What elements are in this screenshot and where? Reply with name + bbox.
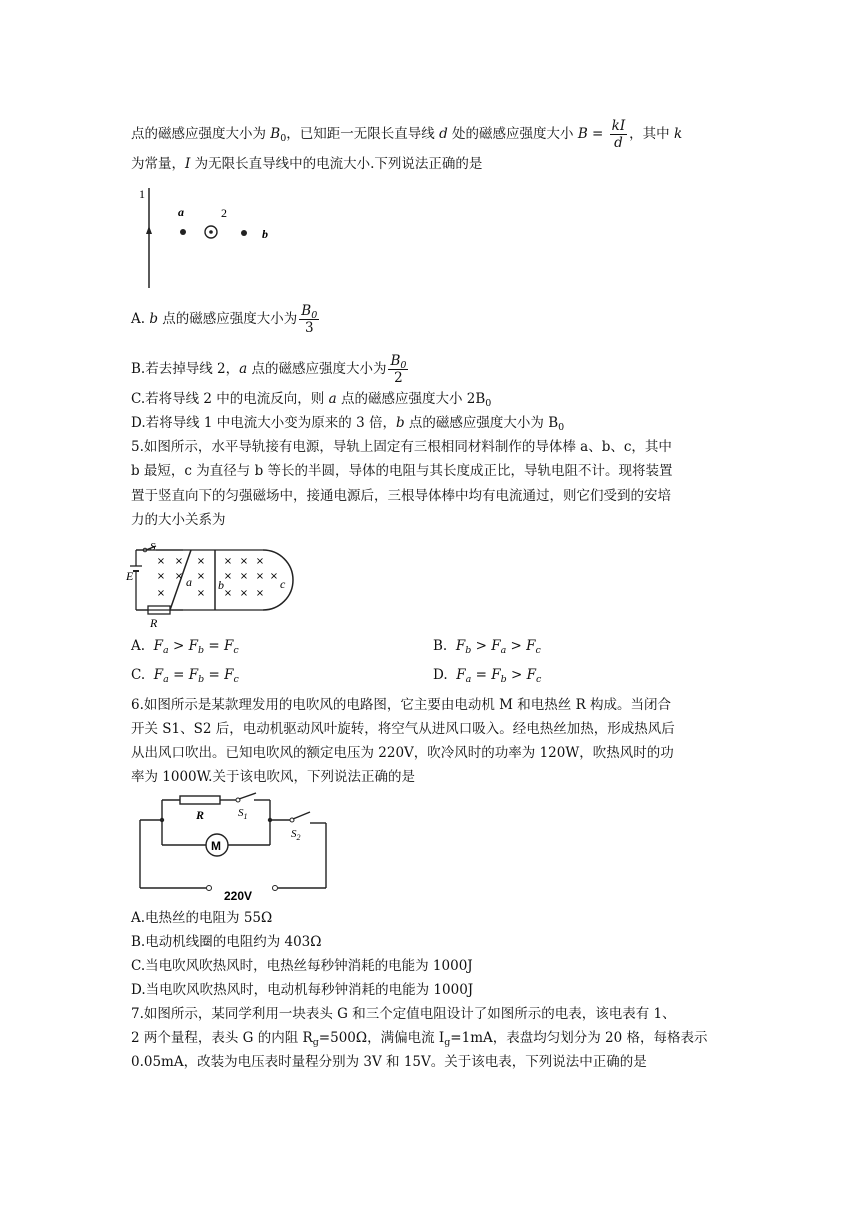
numerator — [388, 353, 408, 370]
subscript: a — [500, 645, 507, 656]
field-cross-icon: × — [255, 571, 265, 582]
text: = — [587, 126, 608, 142]
force-symbol: F — [526, 638, 536, 654]
q5-option-b — [433, 636, 541, 656]
option-label: D. — [433, 667, 448, 683]
subscript: b — [197, 645, 205, 656]
numerator: kI — [611, 118, 626, 134]
label-s1-sub: 1 — [243, 812, 248, 821]
q4-option-b — [131, 353, 410, 386]
q5-stem-line-3: 置于竖直向下的匀强磁场中，接通电源后，三根导体棒中均有电流通过，则它们受到的安培 — [131, 488, 671, 504]
label-wire-2: 2 — [221, 206, 227, 220]
subscript: c — [233, 645, 239, 656]
q5-option-d — [433, 665, 541, 685]
q4-line-1 — [131, 118, 682, 151]
subscript: g — [312, 1037, 319, 1048]
symbol: B — [270, 126, 281, 142]
switch-s1 — [239, 793, 256, 799]
q6-stem-line-2: 开关 S1、S2 后，电动机驱动风叶旋转，将空气从进风口吸入。经电热丝加热，形成热风后 — [131, 721, 675, 737]
text: ，其中 — [629, 126, 674, 142]
q6-stem-line-1: 6.如图所示是某款理发用的电吹风的电路图，它主要由电动机 M 和电热丝 R 构成。当闭合 — [131, 697, 672, 713]
operator: > — [172, 638, 189, 654]
operator: > — [475, 638, 492, 654]
label-a: a — [178, 205, 184, 219]
field-cross-icon: × — [255, 588, 265, 599]
option-label: B. — [433, 638, 448, 654]
text: 点的磁感应强度大小为 — [158, 311, 298, 327]
fraction-B0-over-3 — [299, 303, 319, 336]
subscript: b — [198, 674, 205, 685]
label-s2-main: S — [291, 828, 297, 840]
subscript: b — [465, 645, 472, 656]
text: D.若将导线 1 中电流大小变为原来的 3 倍， — [131, 415, 396, 431]
text: A. — [131, 311, 150, 327]
subscript: 0 — [485, 398, 492, 409]
label-m: M — [211, 839, 221, 853]
symbol: B — [577, 126, 588, 142]
label-s: S — [150, 541, 156, 553]
field-cross-icon: × — [239, 556, 249, 567]
subscript: b — [500, 674, 507, 685]
symbol: B — [301, 303, 312, 319]
force-symbol: F — [491, 638, 501, 654]
subscript: a — [163, 645, 169, 656]
force-symbol: F — [188, 667, 199, 683]
q7-stem-line-2 — [131, 1028, 708, 1048]
field-cross-icon: × — [255, 556, 265, 567]
text: =1mA，表盘均匀划分为 20 格，每格表示 — [450, 1030, 708, 1046]
symbol: k — [673, 126, 683, 142]
label-220v: 220V — [224, 889, 253, 903]
q6-option-d: D.当电吹风吹热风时，电动机每秒钟消耗的电能为 1000J — [131, 982, 474, 998]
subscript: c — [233, 674, 239, 685]
label-c: c — [280, 577, 286, 591]
field-cross-icon: × — [223, 556, 233, 567]
q5-option-c — [131, 665, 239, 685]
subscript: 0 — [311, 310, 318, 321]
denominator: 2 — [394, 370, 403, 386]
operator: = — [208, 638, 224, 654]
q4-wires-figure — [135, 180, 285, 290]
operator: = — [475, 667, 492, 683]
fraction-B0-over-2 — [388, 353, 408, 386]
text: =500Ω，满偏电流 I — [318, 1030, 445, 1046]
heating-wire-r — [180, 796, 220, 804]
field-cross-icon: × — [156, 588, 166, 599]
label-b: b — [218, 578, 224, 592]
subscript: c — [535, 674, 542, 685]
q6-option-c: C.当电吹风吹热风时，电热丝每秒钟消耗的电能为 1000J — [131, 958, 473, 974]
operator: > — [510, 667, 527, 683]
force-symbol: F — [526, 667, 536, 683]
field-cross-icon: × — [174, 556, 184, 567]
q5-option-a — [131, 636, 239, 656]
q5-stem-line-4: 力的大小关系为 — [131, 512, 226, 528]
field-cross-icon: × — [239, 588, 249, 599]
subscript: 0 — [400, 360, 407, 371]
force-symbol: F — [188, 638, 198, 654]
fraction-kI-over-d — [610, 118, 628, 151]
force-symbol: F — [153, 638, 164, 654]
field-cross-icon: × — [156, 556, 166, 567]
field-cross-icon: × — [269, 571, 279, 582]
q6-option-a: A.电热丝的电阻为 55Ω — [131, 910, 273, 926]
subscript: a — [465, 674, 472, 685]
operator: = — [208, 667, 225, 683]
symbol: b — [395, 415, 405, 431]
symbol: b — [149, 311, 158, 327]
switch-s2 — [293, 812, 310, 819]
label-s2 — [291, 828, 301, 842]
option-expr — [456, 667, 541, 683]
point-a — [180, 229, 186, 235]
q7-stem-line-1: 7.如图所示，某同学利用一块表头 G 和三个定值电阻设计了如图所示的电表，该电表有 1、 — [131, 1006, 676, 1022]
text: 点的磁感应强度大小为 B — [404, 415, 559, 431]
option-expr — [154, 638, 239, 654]
option-expr — [154, 667, 239, 683]
label-s1-main: S — [238, 807, 244, 819]
q6-option-b: B.电动机线圈的电阻约为 403Ω — [131, 934, 322, 950]
label-a: a — [186, 575, 192, 589]
q6-hairdryer-circuit — [132, 790, 342, 902]
denominator: 3 — [304, 320, 314, 336]
wire-2-dot — [209, 230, 213, 234]
numerator — [299, 303, 319, 320]
text: 为常量， — [131, 156, 185, 172]
text: C.若将导线 2 中的电流反向，则 — [131, 391, 329, 407]
q6-stem-line-3: 从出风口吹出。已知电吹风的额定电压为 220V，吹冷风时的功率为 120W，吹热风时的功 — [131, 745, 674, 761]
subscript: 0 — [280, 133, 287, 144]
terminal — [207, 886, 212, 891]
current-arrow-icon — [146, 226, 152, 234]
force-symbol: F — [456, 667, 466, 683]
denominator: d — [614, 135, 623, 151]
force-symbol: F — [491, 667, 501, 683]
field-cross-icon: × — [174, 571, 184, 582]
q5-stem-line-1: 5.如图所示，水平导轨接有电源，导轨上固定有三根相同材料制作的导体棒 a、b、c，其中 — [131, 439, 672, 455]
force-symbol: F — [224, 667, 234, 683]
point-b — [241, 230, 247, 236]
label-r: R — [196, 808, 205, 822]
text: B.若去掉导线 2， — [131, 361, 240, 377]
subscript: a — [163, 674, 169, 685]
q4-option-d — [131, 413, 564, 433]
label-e: E — [126, 569, 134, 583]
q7-stem-line-3: 0.05mA，改装为电压表时量程分别为 3V 和 15V。关于该电表，下列说法中正确的是 — [131, 1054, 647, 1070]
field-cross-icon: × — [223, 588, 233, 599]
label-b: b — [262, 227, 268, 241]
text: 点的磁感应强度大小为 — [247, 361, 387, 377]
field-cross-icon: × — [196, 556, 206, 567]
symbol: B — [390, 353, 401, 369]
q5-rails-figure — [128, 536, 293, 628]
subscript: c — [535, 645, 541, 656]
q4-option-c — [131, 389, 491, 409]
force-symbol: F — [223, 638, 234, 654]
text: 处的磁感应强度大小 — [447, 126, 578, 142]
operator: > — [510, 638, 527, 654]
text: 点的磁感应强度大小 2B — [336, 391, 486, 407]
label-s2-sub: 2 — [296, 833, 301, 842]
text: ，已知距一无限长直导线 — [286, 126, 440, 142]
text: 为无限长直导线中的电流大小.下列说法正确的是 — [190, 156, 483, 172]
label-wire-1: 1 — [139, 187, 145, 201]
q4-option-a — [131, 303, 321, 336]
symbol: a — [239, 361, 248, 377]
symbol: a — [328, 391, 337, 407]
label-s1 — [238, 807, 248, 821]
field-cross-icon: × — [223, 571, 233, 582]
field-cross-icon: × — [196, 571, 206, 582]
option-label: A. — [131, 638, 146, 654]
text: 点的磁感应强度大小为 — [131, 126, 271, 142]
force-symbol: F — [153, 667, 164, 683]
symbol: d — [439, 126, 448, 142]
subscript: 0 — [558, 422, 565, 433]
text: 2 两个量程，表头 G 的内阻 R — [131, 1030, 313, 1046]
symbol: I — [185, 156, 191, 172]
subscript: g — [444, 1037, 451, 1048]
q4-line-2 — [131, 154, 482, 174]
q6-stem-line-4: 率为 1000W.关于该电吹风，下列说法正确的是 — [131, 769, 415, 785]
q5-stem-line-2: b 最短，c 为直径与 b 等长的半圆，导体的电阻与其长度成正比，导轨电阻不计。现将装置 — [131, 463, 673, 479]
force-symbol: F — [455, 638, 466, 654]
field-cross-icon: × — [239, 571, 249, 582]
terminal — [273, 886, 278, 891]
option-label: C. — [131, 667, 146, 683]
operator: = — [173, 667, 189, 683]
label-r: R — [150, 616, 158, 630]
field-cross-icon: × — [196, 588, 206, 599]
field-cross-icon: × — [156, 571, 166, 582]
option-expr — [456, 638, 541, 654]
